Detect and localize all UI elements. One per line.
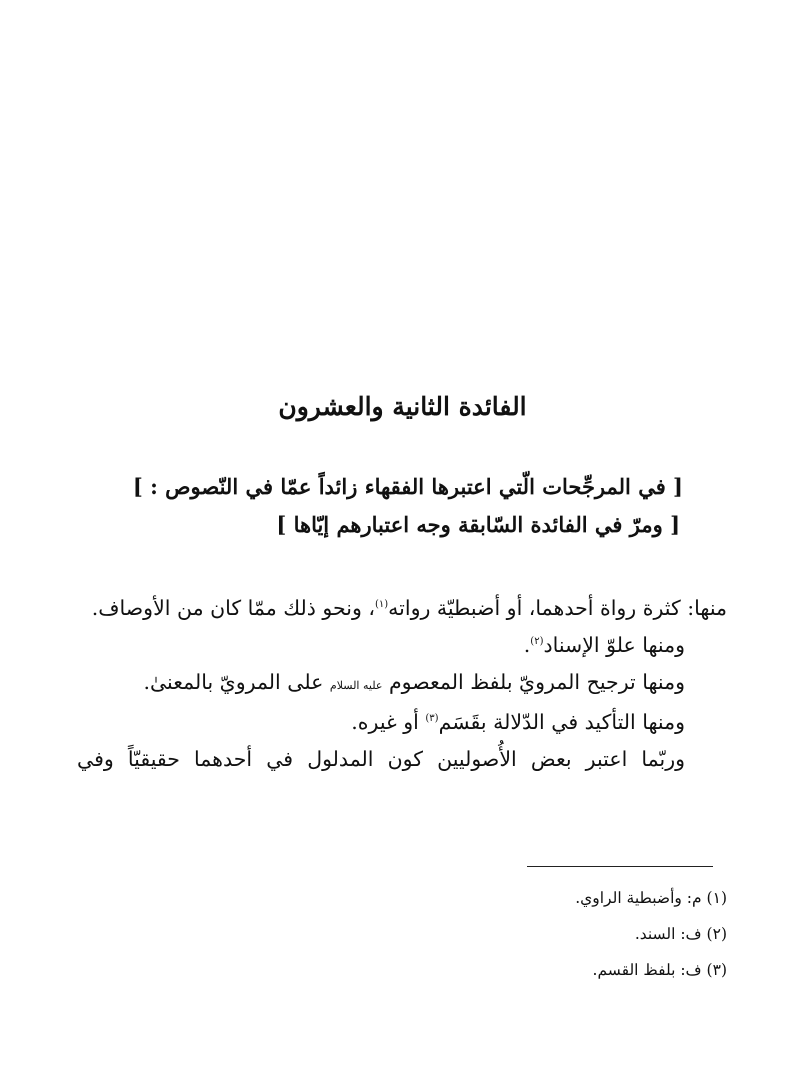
honorific-text: عليه السلام bbox=[329, 679, 383, 692]
paragraph-text: على المرويّ بالمعنىٰ. bbox=[143, 670, 324, 694]
footnote-1: (١) م: وأضبطية الراوي. bbox=[575, 889, 727, 907]
footnote-2: (٢) ف: السند. bbox=[634, 925, 727, 943]
paragraph-text: منها: كثرة رواة أحدهما، أو أضبطيّة رواته bbox=[388, 596, 727, 620]
footnotes bbox=[327, 880, 727, 988]
paragraph-text: . bbox=[523, 633, 531, 657]
body-paragraph-1 bbox=[77, 590, 727, 627]
footnote-marker-2: (٢) bbox=[530, 636, 544, 648]
footnote-marker-1: (١) bbox=[374, 599, 389, 611]
footnote-marker-3: (٣) bbox=[425, 713, 439, 725]
body-paragraph-5: وربّما اعتبر بعض الأُصوليين كون المدلول في أحدهما حقيقيّاً وفي bbox=[77, 747, 685, 771]
body-paragraph-3 bbox=[77, 664, 727, 704]
paragraph-text: ومنها التأكيد في الدّلالة بقَسَم bbox=[438, 710, 685, 734]
body-text bbox=[77, 590, 727, 778]
section-heading-line-2: [ ومرّ في الفائدة السّابقة وجه اعتبارهم إيّاها ] bbox=[276, 512, 680, 537]
footnote-divider bbox=[527, 866, 713, 867]
paragraph-text: أو غيره. bbox=[351, 710, 426, 734]
footnote-3: (٣) ف: بلفظ القسم. bbox=[592, 961, 727, 979]
paragraph-text: ومنها علوّ الإسناد bbox=[543, 633, 685, 657]
page-title: الفائدة الثانية والعشرون bbox=[278, 392, 527, 421]
paragraph-text: ، ونحو ذلك ممّا كان من الأوصاف. bbox=[91, 596, 375, 620]
paragraph-text: ومنها ترجيح المرويّ بلفظ المعصوم bbox=[388, 670, 685, 694]
body-paragraph-2 bbox=[77, 627, 727, 664]
body-paragraph-4 bbox=[77, 704, 727, 741]
section-heading-line-1: [ في المرجِّحات الّتي اعتبرها الفقهاء زائداً عمّا في النّصوص : ] bbox=[132, 474, 683, 499]
